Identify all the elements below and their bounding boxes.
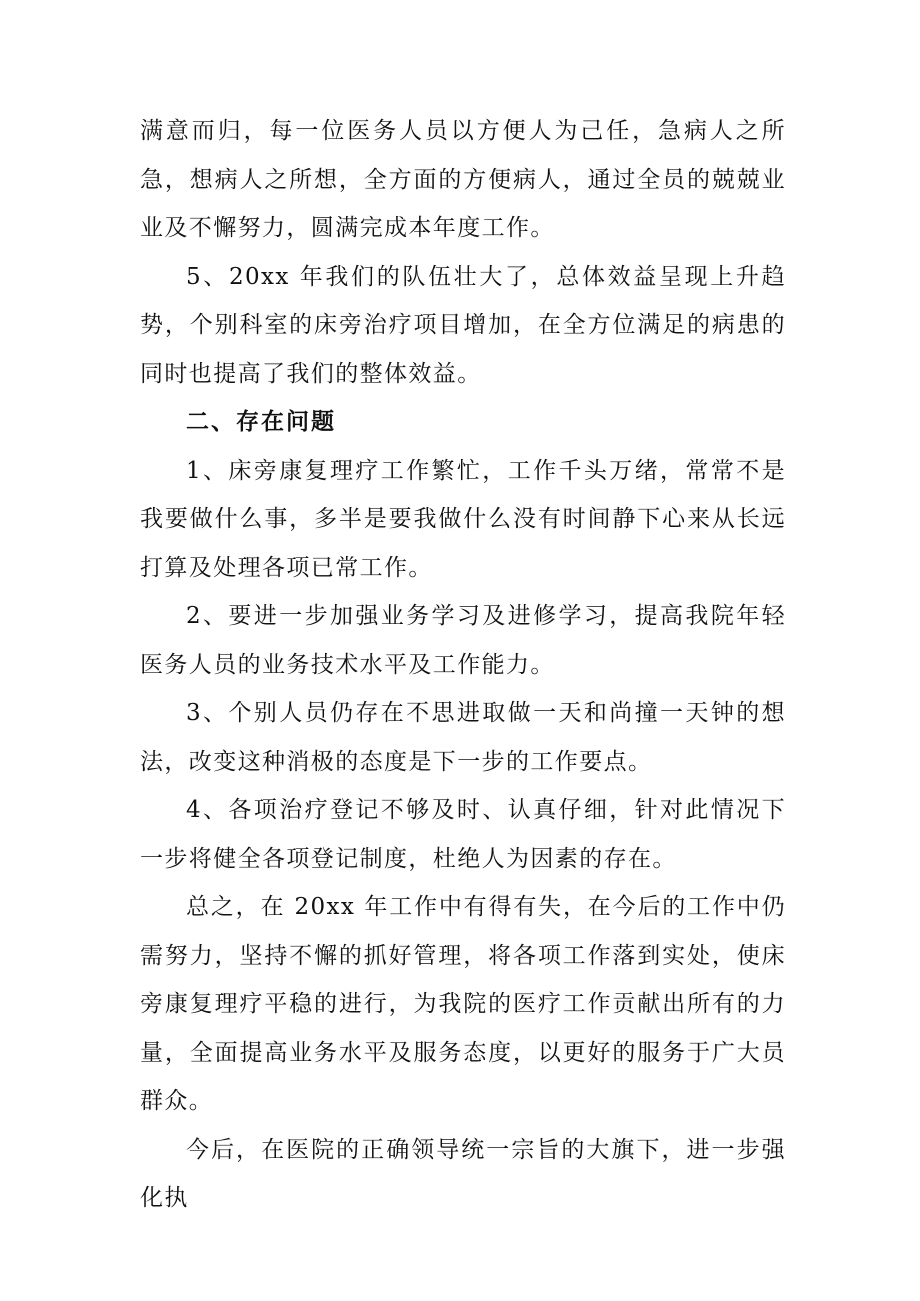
paragraph-problem-1: 1、床旁康复理疗工作繁忙，工作千头万绪，常常不是我要做什么事，多半是要我做什么没有时间静下心来从长远打算及处理各项已常工作。 [140,457,786,581]
paragraph-continued: 满意而归，每一位医务人员以方便人为己任，急病人之所急，想病人之所想，全方面的方便病人，通过全员的兢兢业业及不懈努力，圆满完成本年度工作。 [140,118,786,241]
document-page [140,107,786,1223]
paragraph-summary: 总之，在 20xx 年工作中有得有失，在今后的工作中仍需努力，坚持不懈的抓好管理，将各项工作落到实处，使床旁康复理疗平稳的进行，为我院的医疗工作贡献出所有的力量，全面提高业务水平及服务态度，以更好的服务于广大员群众。 [140,894,786,1114]
section-heading-problems: 二、存在问题 [186,409,336,435]
paragraph-problem-3: 3、个别人员仍存在不思进取做一天和尚撞一天钟的想法，改变这种消极的态度是下一步的工作要点。 [140,700,786,775]
paragraph-future: 今后，在医院的正确领导统一宗旨的大旗下，进一步强化执 [140,1136,786,1211]
paragraph-problem-2: 2、要进一步加强业务学习及进修学习，提高我院年轻医务人员的业务技术水平及工作能力。 [140,603,786,678]
paragraph-item-5: 5、20xx 年我们的队伍壮大了，总体效益呈现上升趋势，个别科室的床旁治疗项目增加，在全方位满足的病患的同时也提高了我们的整体效益。 [140,263,786,387]
paragraph-problem-4: 4、各项治疗登记不够及时、认真仔细，针对此情况下一步将健全各项登记制度，杜绝人为因素的存在。 [140,797,786,872]
